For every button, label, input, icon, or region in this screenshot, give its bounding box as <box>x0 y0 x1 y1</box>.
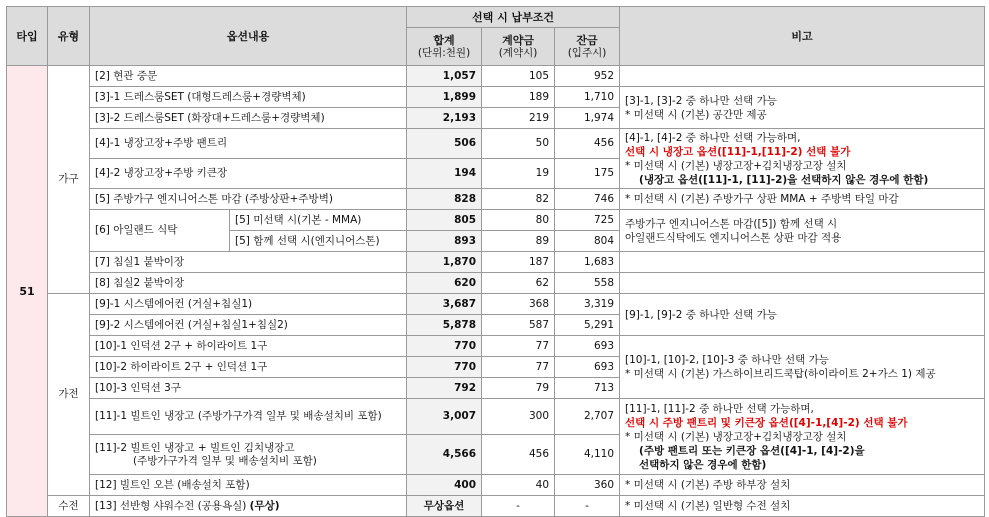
deposit-value: - <box>482 496 555 517</box>
balance-value: 4,110 <box>555 435 620 475</box>
total-value: 194 <box>407 159 482 189</box>
deposit-value: 77 <box>482 336 555 357</box>
balance-value: 456 <box>555 129 620 159</box>
total-value: 792 <box>407 378 482 399</box>
option-price-table <box>6 6 985 517</box>
total-value: 3,687 <box>407 294 482 315</box>
remark-empty <box>620 273 985 294</box>
balance-value: 1,974 <box>555 108 620 129</box>
total-value: 805 <box>407 210 482 231</box>
balance-value: 746 <box>555 189 620 210</box>
remark-faucet: * 미선택 시 (기본) 일반형 수전 설치 <box>620 496 985 517</box>
option-name: [3]-2 드레스룸SET (화장대+드레스룸+경량벽체) <box>90 108 407 129</box>
deposit-value: 368 <box>482 294 555 315</box>
remark-builtin-fridge: [11]-1, [11]-2 중 하나만 선택 가능하며, 선택 시 주방 팬트리 및 키큰장 옵션([4]-1,[4]-2) 선택 불가 * 미선택 시 (기본) 냉장고장+김치냉장고장 설치 (주방 팬트리 또는 키큰장 옵션([4]-1, [4]-2)을 선택하지 않은 경우에 한함) <box>620 399 985 475</box>
deposit-value: 82 <box>482 189 555 210</box>
header-remark: 비고 <box>620 7 985 66</box>
header-kind: 유형 <box>48 7 90 66</box>
balance-value: 175 <box>555 159 620 189</box>
remark-empty <box>620 66 985 87</box>
total-value: 무상옵션 <box>407 496 482 517</box>
group-appliance: 가전 <box>48 294 90 496</box>
remark-empty <box>620 252 985 273</box>
balance-value: 3,319 <box>555 294 620 315</box>
option-name: [11]-1 빌트인 냉장고 (주방가구가격 일부 및 배송설치비 포함) <box>90 399 407 435</box>
option-name: [10]-3 인덕션 3구 <box>90 378 407 399</box>
option-name: [9]-2 시스템에어컨 (거실+침실1+침실2) <box>90 315 407 336</box>
balance-value: 360 <box>555 475 620 496</box>
option-sub: [5] 미선택 시(기본 - MMA) <box>230 210 407 231</box>
deposit-value: 105 <box>482 66 555 87</box>
deposit-value: 187 <box>482 252 555 273</box>
remark-aircon: [9]-1, [9]-2 중 하나만 선택 가능 <box>620 294 985 336</box>
balance-value: 725 <box>555 210 620 231</box>
group-furniture: 가구 <box>48 66 90 294</box>
remark-fridge-cabinet: [4]-1, [4]-2 중 하나만 선택 가능하며, 선택 시 냉장고 옵션([11]-1,[11]-2) 선택 불가 * 미선택 시 (기본) 냉장고장+김치냉장고장 설치 (냉장고 옵션([11]-1, [11]-2)을 선택하지 않은 경우에 한함) <box>620 129 985 189</box>
remark-island: 주방가구 엔지니어스톤 마감([5]) 함께 선택 시 아일랜드식탁에도 엔지니어스톤 상판 마감 적용 <box>620 210 985 252</box>
balance-value: 558 <box>555 273 620 294</box>
total-value: 828 <box>407 189 482 210</box>
deposit-value: 50 <box>482 129 555 159</box>
group-faucet: 수전 <box>48 496 90 517</box>
total-value: 2,193 <box>407 108 482 129</box>
header-option: 옵션내용 <box>90 7 407 66</box>
option-name: [10]-2 하이라이트 2구 + 인덕션 1구 <box>90 357 407 378</box>
balance-value: 693 <box>555 357 620 378</box>
option-name: [3]-1 드레스룸SET (대형드레스룸+경량벽체) <box>90 87 407 108</box>
deposit-value: 40 <box>482 475 555 496</box>
total-value: 1,870 <box>407 252 482 273</box>
option-name: [10]-1 인덕션 2구 + 하이라이트 1구 <box>90 336 407 357</box>
header-balance: 잔금 (입주시) <box>555 28 620 66</box>
total-value: 770 <box>407 357 482 378</box>
total-value: 893 <box>407 231 482 252</box>
balance-value: 713 <box>555 378 620 399</box>
deposit-value: 456 <box>482 435 555 475</box>
option-name: [4]-1 냉장고장+주방 팬트리 <box>90 129 407 159</box>
total-value: 1,899 <box>407 87 482 108</box>
total-value: 770 <box>407 336 482 357</box>
total-value: 3,007 <box>407 399 482 435</box>
header-total: 합계 (단위:천원) <box>407 28 482 66</box>
balance-value: 1,710 <box>555 87 620 108</box>
total-value: 400 <box>407 475 482 496</box>
option-name: [4]-2 냉장고장+주방 키큰장 <box>90 159 407 189</box>
deposit-value: 587 <box>482 315 555 336</box>
type-cell: 51 <box>7 66 48 517</box>
option-name: [13] 선반형 샤워수전 (공용욕실) (무상) <box>90 496 407 517</box>
option-name: [7] 침실1 붙박이장 <box>90 252 407 273</box>
remark-cooktop: [10]-1, [10]-2, [10]-3 중 하나만 선택 가능 * 미선택 시 (기본) 가스하이브리드쿡탑(하이라이트 2+가스 1) 제공 <box>620 336 985 399</box>
deposit-value: 300 <box>482 399 555 435</box>
total-value: 620 <box>407 273 482 294</box>
header-payment: 선택 시 납부조건 <box>407 7 620 28</box>
total-value: 4,566 <box>407 435 482 475</box>
remark-oven: * 미선택 시 (기본) 주방 하부장 설치 <box>620 475 985 496</box>
deposit-value: 89 <box>482 231 555 252</box>
header-deposit: 계약금 (계약시) <box>482 28 555 66</box>
remark-stone: * 미선택 시 (기본) 주방가구 상판 MMA + 주방벽 타일 마감 <box>620 189 985 210</box>
deposit-value: 19 <box>482 159 555 189</box>
remark-dressroom: [3]-1, [3]-2 중 하나만 선택 가능 * 미선택 시 (기본) 공간만 제공 <box>620 87 985 129</box>
option-name: [9]-1 시스템에어컨 (거실+침실1) <box>90 294 407 315</box>
balance-value: 952 <box>555 66 620 87</box>
option-name: [12] 빌트인 오븐 (배송설치 포함) <box>90 475 407 496</box>
deposit-value: 79 <box>482 378 555 399</box>
total-value: 506 <box>407 129 482 159</box>
option-name: [2] 현관 중문 <box>90 66 407 87</box>
option-name: [5] 주방가구 엔지니어스톤 마감 (주방상판+주방벽) <box>90 189 407 210</box>
deposit-value: 219 <box>482 108 555 129</box>
deposit-value: 80 <box>482 210 555 231</box>
total-value: 5,878 <box>407 315 482 336</box>
deposit-value: 62 <box>482 273 555 294</box>
option-sub: [5] 함께 선택 시(엔지니어스톤) <box>230 231 407 252</box>
deposit-value: 189 <box>482 87 555 108</box>
deposit-value: 77 <box>482 357 555 378</box>
balance-value: 693 <box>555 336 620 357</box>
option-name: [11]-2 빌트인 냉장고 + 빌트인 김치냉장고 (주방가구가격 일부 및 배송설치비 포함) <box>90 435 407 475</box>
balance-value: 1,683 <box>555 252 620 273</box>
option-name: [6] 아일랜드 식탁 <box>90 210 230 252</box>
option-name: [8] 침실2 붙박이장 <box>90 273 407 294</box>
balance-value: 2,707 <box>555 399 620 435</box>
total-value: 1,057 <box>407 66 482 87</box>
header-type: 타입 <box>7 7 48 66</box>
balance-value: 804 <box>555 231 620 252</box>
balance-value: 5,291 <box>555 315 620 336</box>
balance-value: - <box>555 496 620 517</box>
